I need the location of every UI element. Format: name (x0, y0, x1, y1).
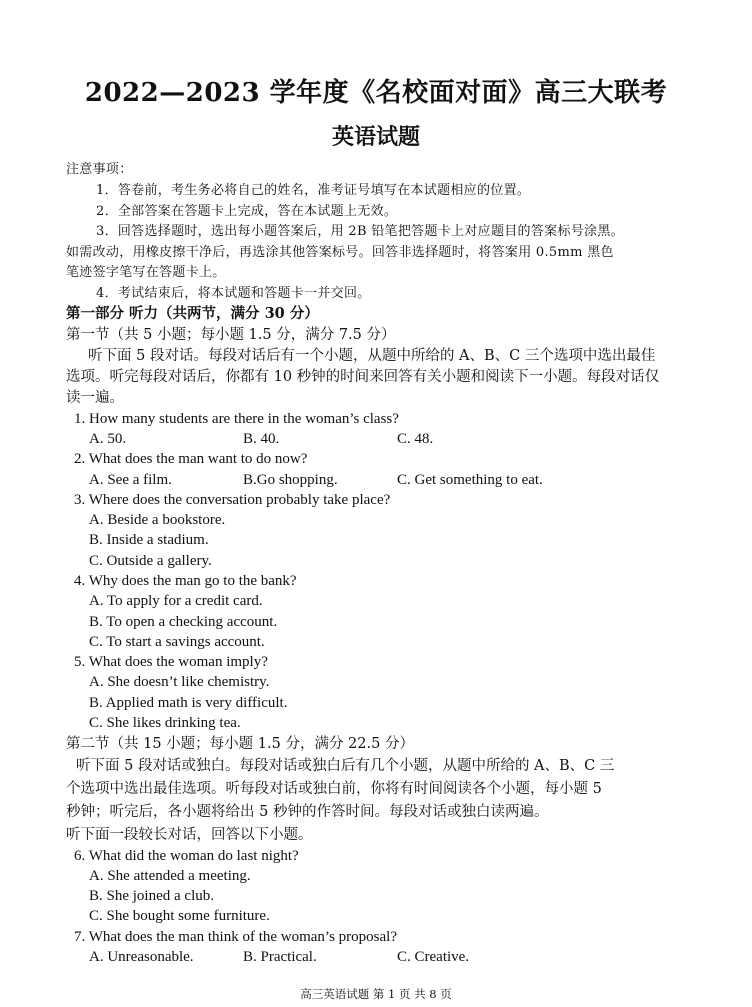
option-b[interactable]: B. To open a checking account. (89, 614, 278, 630)
question-text: 1. How many students are there in the woman’s class? (74, 411, 399, 427)
notice-item: 3．回答选择题时，选出每小题答案后，用 2B 铅笔把答题卡上对应题目的答案标号涂黑。 (96, 224, 624, 239)
options-row (89, 429, 719, 449)
option-a[interactable]: A. Beside a bookstore. (89, 512, 226, 528)
option-c[interactable]: C. She likes drinking tea. (89, 715, 241, 731)
notice-item: 笔迹签字笔写在答题卡上。 (66, 265, 226, 280)
question-text: 4. Why does the man go to the bank? (74, 573, 297, 589)
options-row (89, 947, 719, 967)
option-c[interactable]: C. 48. (397, 431, 434, 447)
option-a[interactable]: A. To apply for a credit card. (89, 593, 263, 609)
section1-heading: 第一节（共 5 小题；每小题 1.5 分，满分 7.5 分） (66, 327, 396, 343)
option-b[interactable]: B. Inside a stadium. (89, 532, 209, 548)
section1-instruction: 读一遍。 (66, 390, 124, 406)
question-text: 3. Where does the conversation probably take place? (74, 492, 391, 508)
notice-item: 如需改动，用橡皮擦干净后，再选涂其他答案标号。回答非选择题时，将答案用 0.5mm 黑色 (66, 245, 614, 260)
section1-instruction: 选项。听完每段对话后，你都有 10 秒钟的时间来回答有关小题和阅读下一小题。每段对话仅 (66, 369, 660, 385)
question-text: 5. What does the woman imply? (74, 654, 268, 670)
notice-item: 1．答卷前，考生务必将自己的姓名，准考证号填写在本试题相应的位置。 (96, 183, 531, 198)
option-b[interactable]: B.Go shopping. (243, 472, 338, 488)
notice-item: 4．考试结束后，将本试题和答题卡一并交回。 (96, 286, 371, 301)
option-c[interactable]: C. To start a savings account. (89, 634, 265, 650)
option-c[interactable]: C. She bought some furniture. (89, 908, 270, 924)
option-a[interactable]: A. See a film. (89, 472, 172, 488)
option-b[interactable]: B. Applied math is very difficult. (89, 695, 288, 711)
question-text: 2. What does the man want to do now? (74, 451, 308, 467)
section2-instruction: 个选项中选出最佳选项。听每段对话或独白前，你将有时间阅读各个小题，每小题 5 (66, 781, 602, 797)
section2-lead: 听下面一段较长对话，回答以下小题。 (66, 827, 313, 843)
notice-item: 2．全部答案在答题卡上完成，答在本试题上无效。 (96, 204, 398, 219)
question-text: 7. What does the man think of the woman’s proposal? (74, 929, 397, 945)
option-c[interactable]: C. Get something to eat. (397, 472, 543, 488)
option-b[interactable]: B. 40. (243, 431, 280, 447)
options-row (89, 470, 719, 490)
part1-heading: 第一部分 听力（共两节，满分 30 分） (66, 305, 319, 322)
exam-subtitle: 英语试题 (331, 124, 420, 150)
option-a[interactable]: A. 50. (89, 431, 127, 447)
exam-title: 2022—2023 学年度《名校面对面》高三大联考 (84, 78, 668, 108)
section2-heading: 第二节（共 15 小题；每小题 1.5 分，满分 22.5 分） (66, 736, 414, 752)
option-a[interactable]: A. Unreasonable. (89, 949, 194, 965)
question-text: 6. What did the woman do last night? (74, 848, 299, 864)
option-c[interactable]: C. Outside a gallery. (89, 553, 212, 569)
notice-heading: 注意事项： (66, 162, 133, 177)
section2-instruction: 听下面 5 段对话或独白。每段对话或独白后有几个小题，从题中所给的 A、B、C 三 (76, 758, 615, 774)
option-b[interactable]: B. Practical. (243, 949, 317, 965)
option-a[interactable]: A. She attended a meeting. (89, 868, 251, 884)
section2-instruction: 秒钟；听完后，各小题将给出 5 秒钟的作答时间。每段对话或独白读两遍。 (66, 804, 549, 820)
option-b[interactable]: B. She joined a club. (89, 888, 214, 904)
page-footer: 高三英语试题 第 1 页 共 8 页 (300, 987, 452, 1001)
option-c[interactable]: C. Creative. (397, 949, 470, 965)
option-a[interactable]: A. She doesn’t like chemistry. (89, 674, 270, 690)
section1-instruction: 听下面 5 段对话。每段对话后有一个小题，从题中所给的 A、B、C 三个选项中选出最佳 (88, 348, 656, 364)
